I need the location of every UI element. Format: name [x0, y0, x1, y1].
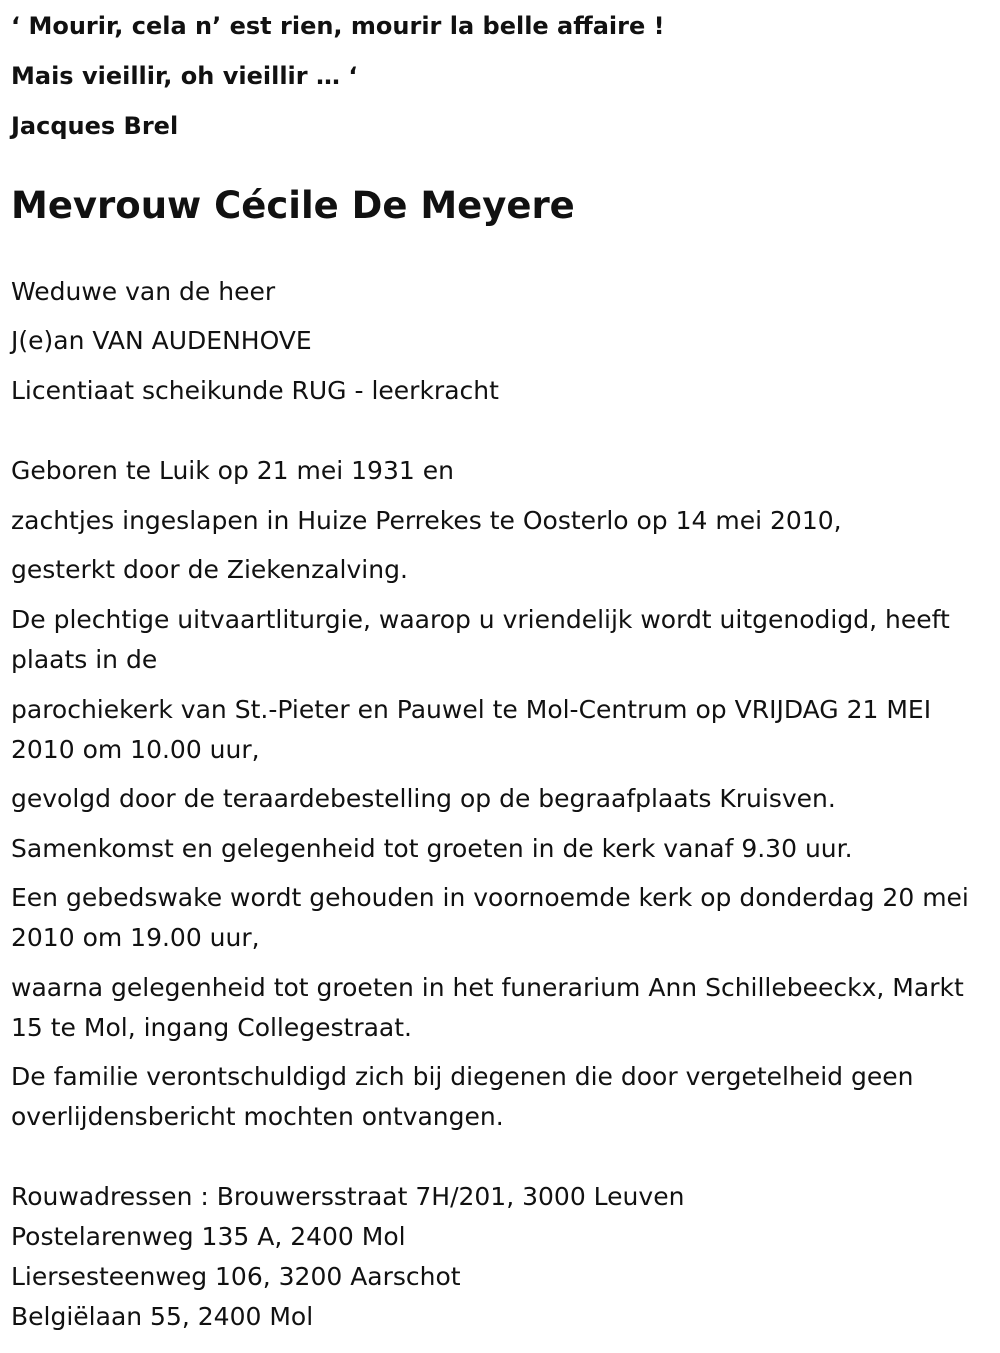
- quote-line-1: ‘ Mourir, cela n’ est rien, mourir la belle affaire !: [11, 12, 665, 40]
- spouse-name: J(e)an VAN AUDENHOVE: [11, 326, 312, 355]
- burial-info: gevolgd door de teraardebestelling op de begraafplaats Kruisven.: [11, 784, 836, 813]
- funerarium-info: waarna gelegenheid tot groeten in het funerarium Ann Schillebeeckx, Markt 15 te Mol, ingang Collegestraat.: [11, 973, 964, 1042]
- address-line-3: Liersesteenweg 106, 3200 Aarschot: [11, 1262, 461, 1291]
- vigil-info: Een gebedswake wordt gehouden in voornoemde kerk op donderdag 20 mei 2010 om 19.00 uur,: [11, 883, 969, 952]
- death-info: zachtjes ingeslapen in Huize Perrekes te Oosterlo op 14 mei 2010,: [11, 506, 842, 535]
- gathering-info: Samenkomst en gelegenheid tot groeten in de kerk vanaf 9.30 uur.: [11, 834, 853, 863]
- funeral-info-1: De plechtige uitvaartliturgie, waarop u vriendelijk wordt uitgenodigd, heeft plaats in de: [11, 605, 950, 674]
- spouse-profession: Licentiaat scheikunde RUG - leerkracht: [11, 376, 499, 405]
- funeral-info-2: parochiekerk van St.-Pieter en Pauwel te Mol-Centrum op VRIJDAG 21 MEI 2010 om 10.00 uur,: [11, 695, 932, 764]
- birth-info: Geboren te Luik op 21 mei 1931 en: [11, 456, 454, 485]
- sacrament-info: gesterkt door de Ziekenzalving.: [11, 555, 408, 584]
- deceased-name: Mevrouw Cécile De Meyere: [11, 184, 575, 227]
- address-line-1: Rouwadressen : Brouwersstraat 7H/201, 3000 Leuven: [11, 1182, 685, 1211]
- apology-note: De familie verontschuldigd zich bij diegenen die door vergetelheid geen overlijdensbericht mochten ontvangen.: [11, 1062, 914, 1131]
- spouse-line-1: Weduwe van de heer: [11, 277, 276, 306]
- quote-author: Jacques Brel: [11, 112, 179, 140]
- quote-line-2: Mais vieillir, oh vieillir … ‘: [11, 62, 358, 90]
- address-line-2: Postelarenweg 135 A, 2400 Mol: [11, 1222, 406, 1251]
- address-line-4: Belgiëlaan 55, 2400 Mol: [11, 1302, 314, 1331]
